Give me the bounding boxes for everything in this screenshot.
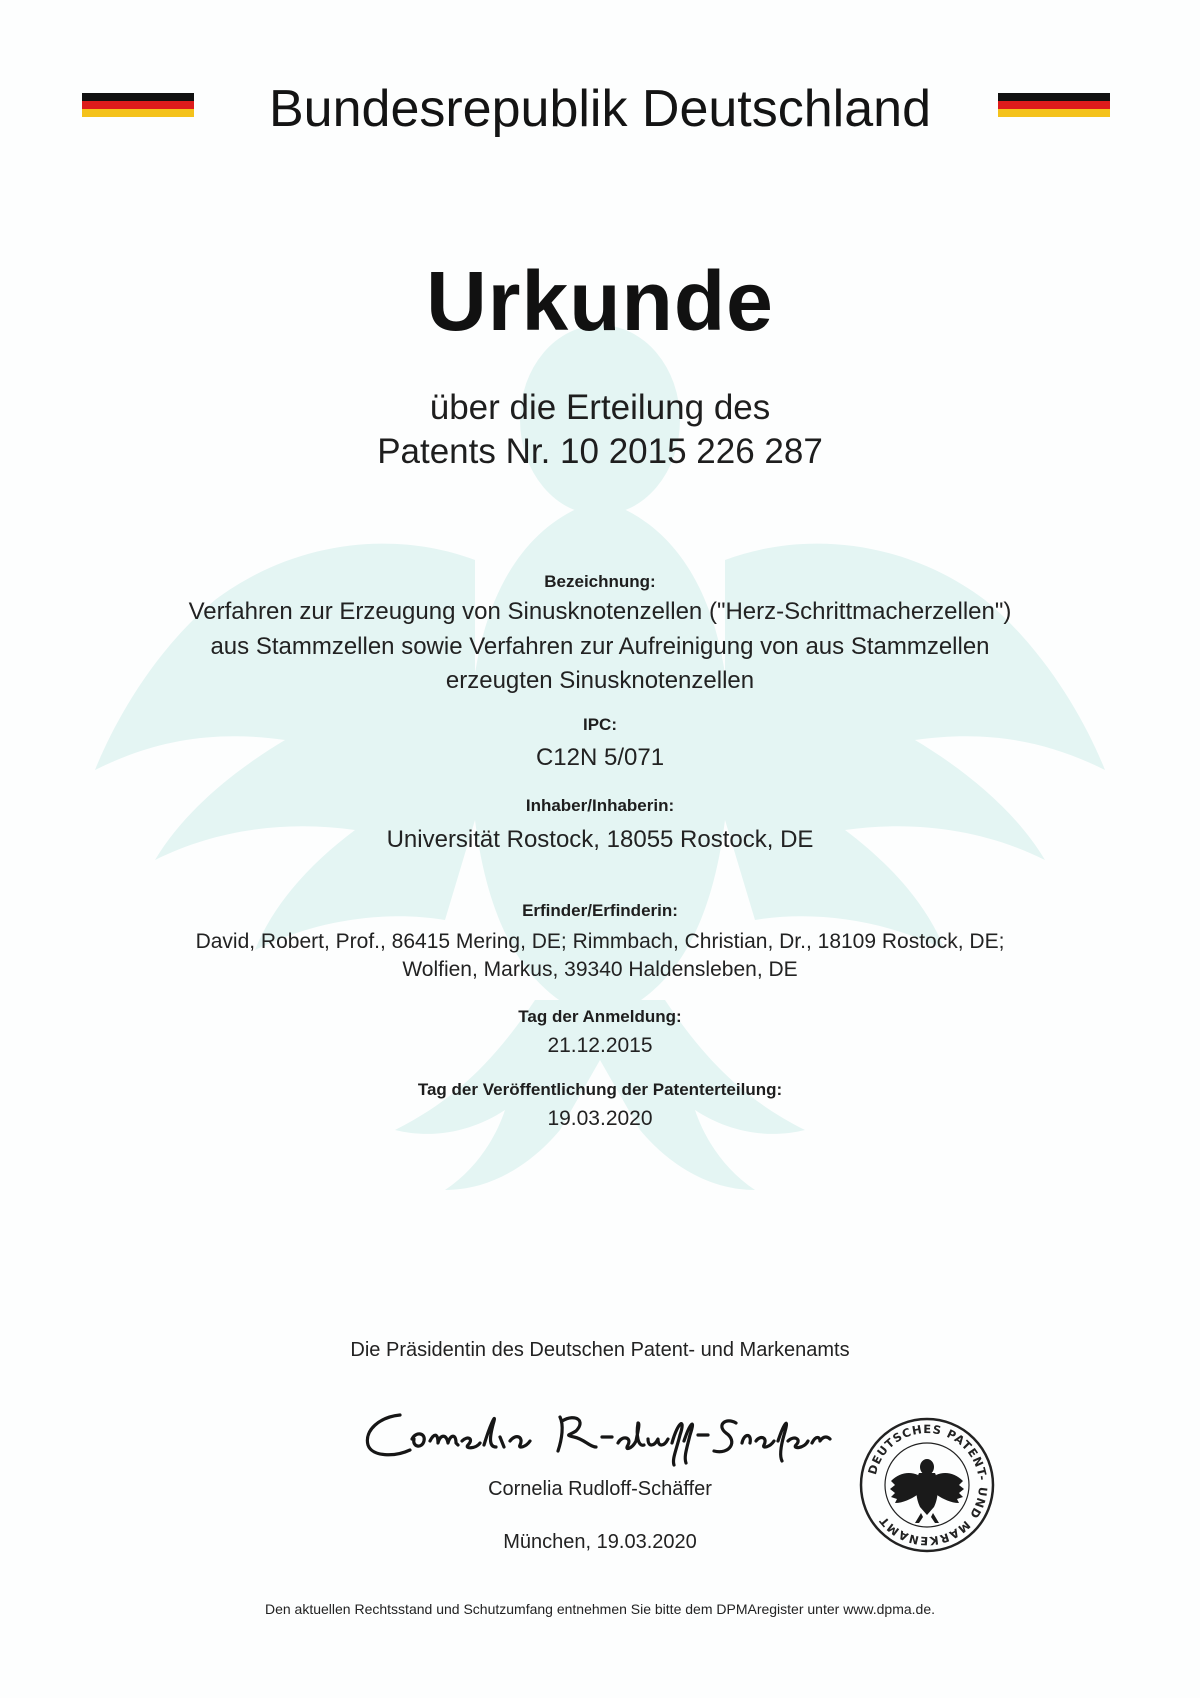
inventor-label: Erfinder/Erfinderin: [522, 901, 678, 920]
designation-line-1: Verfahren zur Erzeugung von Sinusknotenzellen ("Herz-Schrittmacherzellen") [188, 598, 1012, 625]
holder-value: Universität Rostock, 18055 Rostock, DE [386, 826, 814, 853]
ipc-label: IPC: [583, 715, 617, 734]
place-date: München, 19.03.2020 [503, 1531, 697, 1553]
signer-name: Cornelia Rudloff-Schäffer [488, 1478, 712, 1500]
svg-text:DEUTSCHES PATENT- UND MARKENAM: DEUTSCHES PATENT- UND MARKENAMT [865, 1421, 991, 1549]
subtitle-line-2: Patents Nr. 10 2015 226 287 [377, 432, 823, 471]
inventor-line-2: Wolfien, Markus, 39340 Haldensleben, DE [402, 958, 798, 981]
ipc-value: C12N 5/071 [535, 744, 665, 771]
document-title: Urkunde [426, 254, 774, 348]
designation-line-3: erzeugten Sinusknotenzellen [445, 667, 755, 694]
filing-date-value: 21.12.2015 [547, 1034, 653, 1057]
designation-label: Bezeichnung: [544, 572, 656, 591]
filing-date-label: Tag der Anmeldung: [518, 1007, 682, 1026]
subtitle-line-1: über die Erteilung des [429, 388, 771, 427]
header-title: Bundesrepublik Deutschland [269, 80, 931, 138]
inventor-line-1: David, Robert, Prof., 86415 Mering, DE; Rimmbach, Christian, Dr., 18109 Rostock, DE; [195, 930, 1005, 953]
handwritten-signature [350, 1395, 850, 1475]
publication-date-label: Tag der Veröffentlichung der Patenterteilung: [417, 1080, 783, 1099]
president-title: Die Präsidentin des Deutschen Patent- und Markenamts [350, 1339, 850, 1361]
eagle-seal-icon [857, 1415, 997, 1555]
designation-line-2: aus Stammzellen sowie Verfahren zur Aufreinigung von aus Stammzellen [210, 633, 990, 660]
holder-label: Inhaber/Inhaberin: [525, 796, 675, 815]
publication-date-value: 19.03.2020 [547, 1107, 653, 1130]
footer-note: Den aktuellen Rechtsstand und Schutzumfang entnehmen Sie bitte dem DPMAregister unter www.dpma.de. [264, 1601, 936, 1617]
